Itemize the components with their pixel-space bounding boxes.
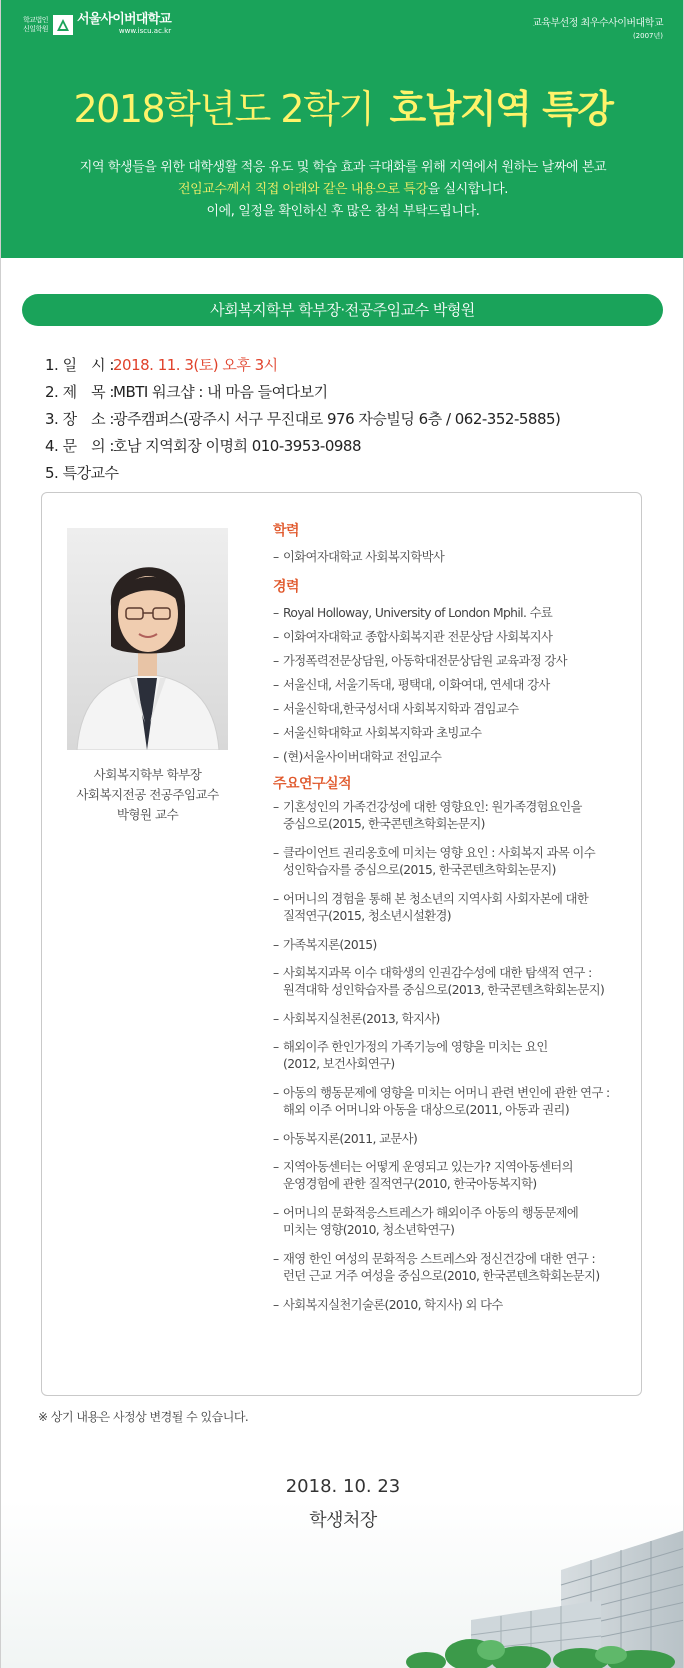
research-item: – 재영 한인 여성의 문화적응 스트레스와 정신건강에 대한 연구 : 런던 근교 거주 여성을 중심으로(2010, 한국콘텐츠학회논문지) xyxy=(273,1251,633,1297)
career-item: – Royal Holloway, University of London Mphil. 수료 xyxy=(273,603,633,627)
research-item: – 가족복지론(2015) xyxy=(273,937,633,965)
info-value-date: 2018. 11. 3(토) 오후 3시 xyxy=(113,356,278,374)
issuer: 학생처장 xyxy=(309,1510,377,1531)
career-item: – 이화여자대학교 종합사회복지관 전문상담 사회복지사 xyxy=(273,627,633,651)
professor-banner: 사회복지학부 학부장·전공주임교수 박형원 xyxy=(22,294,663,326)
info-row-contact xyxy=(45,433,665,460)
award-year: (2007년) xyxy=(632,32,663,40)
research-title: 주요연구실적 xyxy=(273,776,352,792)
title-lecture: 호남지역 특강 xyxy=(389,87,613,131)
research-item: – 사회복지실천기술론(2010, 학지사) 외 다수 xyxy=(273,1297,633,1325)
info-value-topic: MBTI 워크샵 : 내 마음 들여다보기 xyxy=(113,383,328,401)
career-item: – 가정폭력전문상담원, 아동학대전문상담원 교육과정 강사 xyxy=(273,651,633,675)
info-label: 4. 문 의 : xyxy=(45,437,114,455)
header-banner xyxy=(1,0,684,258)
caption-line-1: 사회복지학부 학부장 xyxy=(93,767,202,782)
info-label: 5. 특강교수 xyxy=(45,464,119,482)
career-item: – (현)서울사이버대학교 전임교수 xyxy=(273,747,633,771)
event-info-list xyxy=(45,352,665,487)
research-item: – 클라이언트 권리옹호에 미치는 영향 요인 : 사회복지 과목 이수 성인학습자를 중심으로(2015, 한국콘텐츠학회논문지) xyxy=(273,845,633,891)
university-logo[interactable] xyxy=(23,13,171,36)
info-label: 2. 제 목 : xyxy=(45,383,114,401)
issue-date: 2018. 10. 23 xyxy=(285,1476,401,1497)
logo-url: www.iscu.ac.kr xyxy=(118,27,172,35)
award-badge xyxy=(532,14,663,41)
research-list xyxy=(273,799,633,1325)
professor-caption xyxy=(42,765,253,825)
research-item: – 사회복지과목 이수 대학생의 인권감수성에 대한 탐색적 연구 : 원격대학 성인학습자를 중심으로(2013, 한국콘텐츠학회논문지) xyxy=(273,965,633,1011)
career-item: – 서울신대, 서울기독대, 평택대, 이화여대, 연세대 강사 xyxy=(273,675,633,699)
education-title: 학력 xyxy=(273,523,300,539)
info-row-topic xyxy=(45,379,665,406)
info-row-professor xyxy=(45,460,665,487)
info-row-date xyxy=(45,352,665,379)
career-item: – 서울신학대,한국성서대 사회복지학과 겸임교수 xyxy=(273,699,633,723)
logo-emblem-icon xyxy=(53,15,73,35)
research-item: – 아동복지론(2011, 교문사) xyxy=(273,1131,633,1159)
professor-photo xyxy=(67,528,228,750)
research-item: – 지역아동센터는 어떻게 운영되고 있는가? 지역아동센터의 운영경험에 관한 질적연구(2010, 한국아동복지학) xyxy=(273,1159,633,1205)
professor-details xyxy=(273,521,633,1325)
info-label: 1. 일 시 : xyxy=(45,356,114,374)
info-value-contact: 호남 지역회장 이명희 010-3953-0988 xyxy=(113,437,362,455)
intro-line-1: 지역 학생들을 위한 대학생활 적응 유도 및 학습 효과 극대화를 위해 지역에서 원하는 날짜에 본교 xyxy=(79,160,607,175)
caption-line-3: 박형원 교수 xyxy=(116,807,179,822)
title-semester: 2018학년도 2학기 xyxy=(73,87,374,131)
research-item: – 어머니의 문화적응스트레스가 해외이주 아동의 행동문제에 미치는 영향(2010, 청소년학연구) xyxy=(273,1205,633,1251)
research-item: – 사회복지실천론(2013, 학지사) xyxy=(273,1011,633,1039)
research-item: – 기혼성인의 가족건강성에 대한 영향요인: 원가족경험요인을 중심으로(2015, 한국콘텐츠학회논문지) xyxy=(273,799,633,845)
professor-profile-box xyxy=(41,492,642,1396)
intro-highlight: 전임교수께서 직접 아래와 같은 내용으로 특강 xyxy=(177,182,428,197)
research-item: – 어머니의 경험을 통해 본 청소년의 지역사회 사회자본에 대한 질적연구(2015, 청소년시설환경) xyxy=(273,891,633,937)
intro-line-3: 이에, 일정을 확인하신 후 많은 참석 부탁드립니다. xyxy=(206,204,480,219)
career-list xyxy=(273,603,633,771)
intro-text xyxy=(1,157,684,223)
research-item: – 아동의 행동문제에 영향을 미치는 어머니 관련 변인에 관한 연구 : 해외 이주 어머니와 아동을 대상으로(2011, 아동과 권리) xyxy=(273,1085,633,1131)
career-item: – 서울신학대학교 사회복지학과 초빙교수 xyxy=(273,723,633,747)
change-notice: ※ 상기 내용은 사정상 변경될 수 있습니다. xyxy=(38,1410,249,1424)
award-text: 교육부선정 최우수사이버대학교 xyxy=(532,18,663,29)
info-value-place: 광주캠퍼스(광주시 서구 무진대로 976 자승빌딩 6층 / 062-352-5885) xyxy=(113,410,561,428)
career-title: 경력 xyxy=(273,579,300,595)
info-label: 3. 장 소 : xyxy=(45,410,114,428)
caption-line-2: 사회복지전공 전공주임교수 xyxy=(76,787,219,802)
logo-name: 서울사이버대학교 xyxy=(77,12,172,27)
education-item: – 이화여자대학교 사회복지학박사 xyxy=(273,547,633,577)
logo-foundation: 학교법인 신일학원 xyxy=(23,15,49,33)
info-row-place xyxy=(45,406,665,433)
intro-line-2-rest: 을 실시합니다. xyxy=(427,182,509,197)
research-item: – 해외이주 한인가정의 가족기능에 영향을 미치는 요인 (2012, 보건사회연구) xyxy=(273,1039,633,1085)
intro-line-2 xyxy=(1,179,684,201)
page-title xyxy=(1,78,684,133)
